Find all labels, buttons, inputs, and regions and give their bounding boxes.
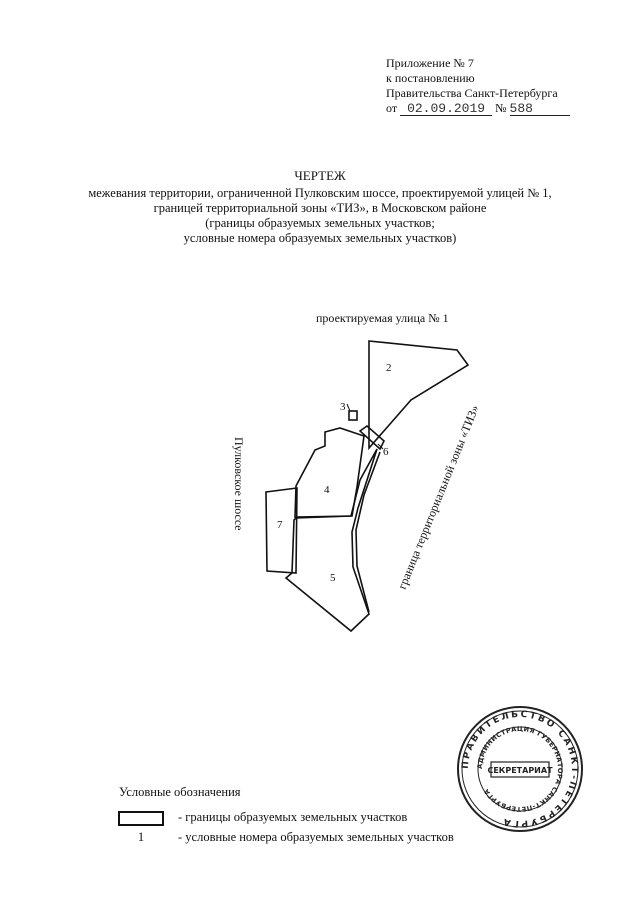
title-line-2: границей территориальной зоны «ТИЗ», в Московском районе	[153, 201, 487, 215]
decree-date: 02.09.2019	[400, 102, 492, 116]
legend-number-desc: - условные номера образуемых земельных участков	[178, 830, 454, 844]
road-left-label: Пулковское шоссе	[232, 437, 246, 531]
legend-row-number	[118, 830, 454, 845]
parcel-3-boundary	[349, 411, 357, 420]
street-top-label: проектируемая улица № 1	[316, 311, 449, 325]
appendix-line-2: к постановлению	[386, 71, 475, 85]
date-prefix: от	[386, 101, 398, 115]
official-seal	[458, 707, 582, 831]
drawing-heading: ЧЕРТЕЖ	[294, 168, 346, 183]
legend-row-boundary	[118, 810, 407, 826]
seal-outer-text: ПРАВИТЕЛЬСТВО САНКТ-ПЕТЕРБУРГА	[460, 709, 580, 829]
parcel-3-leader	[347, 404, 350, 411]
legend-number-sample: 1	[137, 830, 145, 844]
parcel-label-2: 2	[386, 362, 392, 374]
title-line-1: межевания территории, ограниченной Пулковским шоссе, проектируемой улицей № 1,	[88, 186, 552, 200]
parcel-label-5: 5	[330, 572, 336, 584]
legend-title: Условные обозначения	[119, 785, 241, 799]
parcel-label-7: 7	[277, 519, 283, 531]
number-prefix: №	[495, 101, 507, 115]
zone-boundary-label: граница территориальной зоны «ТИЗ»	[394, 402, 482, 592]
parcel-5-boundary	[286, 449, 377, 631]
parcel-label-6: 6	[383, 446, 389, 458]
seal-inner-text: АДМИНИСТРАЦИЯ ГУБЕРНАТОРА САНКТ-ПЕТЕРБУРГА	[475, 724, 565, 814]
legend-boundary-desc: - границы образуемых земельных участков	[178, 810, 408, 824]
title-line-3: (границы образуемых земельных участков;	[205, 216, 435, 230]
parcel-label-4: 4	[324, 484, 330, 496]
decree-number: 588	[510, 102, 570, 116]
appendix-line-1: Приложение № 7	[386, 56, 474, 70]
parcel-2-boundary	[369, 341, 468, 448]
appendix-line-3: Правительства Санкт-Петербурга	[386, 86, 558, 100]
parcel-label-3: 3	[340, 401, 346, 413]
legend-boundary-swatch	[118, 811, 164, 826]
title-line-4: условные номера образуемых земельных участков)	[183, 231, 457, 245]
seal-center-text: СЕКРЕТАРИАТ	[487, 766, 553, 775]
